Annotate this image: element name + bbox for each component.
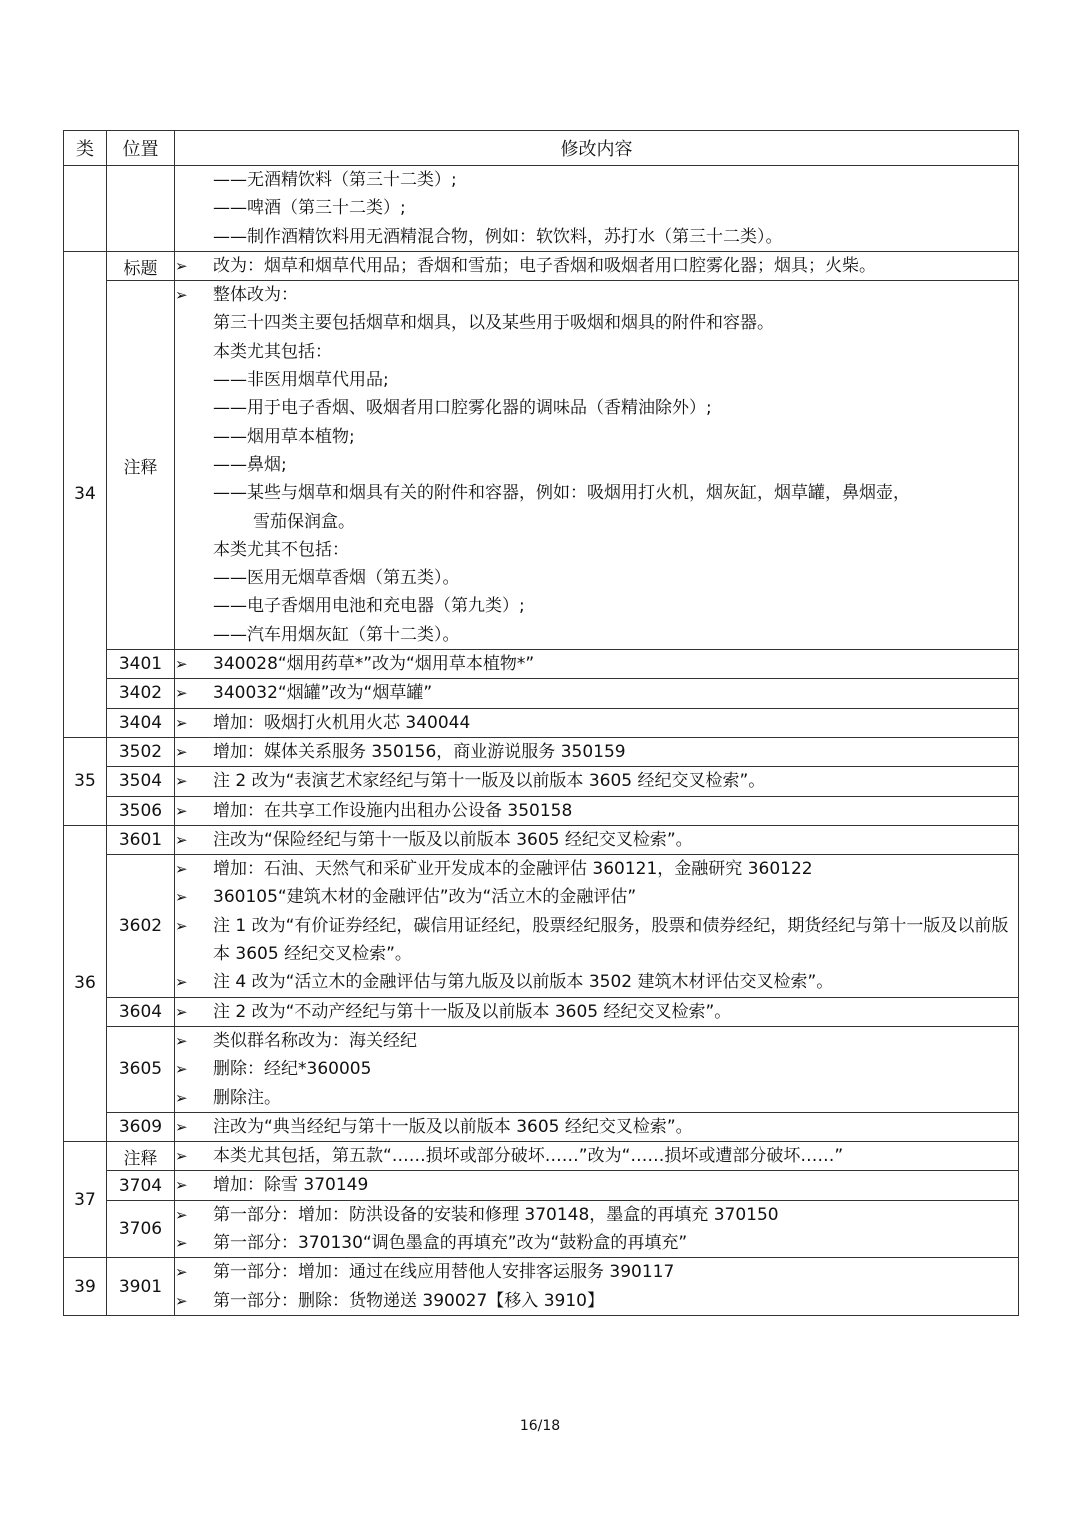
bullet-arrow-icon: ➢	[175, 973, 188, 992]
content-cell: ➢ 注 2 改为“不动产经纪与第十一版及以前版本 3605 经纪交叉检索”。	[175, 997, 1019, 1026]
class-cell: 34	[64, 251, 107, 737]
bullet-arrow-icon: ➢	[175, 713, 188, 732]
content-cell: ➢ 类似群名称改为：海关经纪 ➢ 删除：经纪*360005 ➢ 删除注。	[175, 1026, 1019, 1112]
bullet-arrow-icon: ➢	[175, 1147, 188, 1166]
table-row	[64, 1258, 1019, 1316]
bullet-arrow-icon: ➢	[175, 1263, 188, 1282]
position-cell: 注释	[107, 1142, 175, 1171]
content-line: ——电子香烟用电池和充电器（第九类）;	[213, 596, 525, 617]
content-cell: ➢ 增加：除雪 370149	[175, 1171, 1019, 1200]
table-row	[64, 1200, 1019, 1258]
content-line: ——某些与烟草和烟具有关的附件和容器，例如：吸烟用打火机，烟灰缸，烟草罐，鼻烟壶，	[213, 483, 910, 504]
position-cell: 标题	[107, 251, 175, 280]
class-cell-empty	[64, 166, 107, 252]
bullet-arrow-icon: ➢	[175, 1233, 188, 1252]
bullet-arrow-icon: ➢	[175, 1002, 188, 1021]
position-cell: 3901	[107, 1258, 175, 1316]
bullet-arrow-icon: ➢	[175, 772, 188, 791]
content-cell: ➢ 增加：媒体关系服务 350156，商业游说服务 350159	[175, 737, 1019, 766]
bullet-arrow-icon: ➢	[175, 1060, 188, 1079]
bullet-arrow-icon: ➢	[175, 742, 188, 761]
bullet-arrow-icon: ➢	[175, 916, 188, 935]
table-row	[64, 1026, 1019, 1112]
bullet-arrow-icon: ➢	[175, 286, 188, 305]
table-row	[64, 708, 1019, 737]
content-line: ——烟用草本植物;	[213, 426, 355, 447]
bullet-arrow-icon: ➢	[175, 860, 188, 879]
content-cell: ➢ 注改为“典当经纪与第十一版及以前版本 3605 经纪交叉检索”。	[175, 1112, 1019, 1141]
content-cell: ➢ 增加：石油、天然气和采矿业开发成本的金融评估 360121，金融研究 360122 ➢ 360105“建筑木材的金融评估”改为“活立木的金融评估” ➢ 注 1 改为“有价证券经纪，碳信用证经纪，股票经纪服务，股票和债券经纪，期货经纪与第十一版及以前版本 3605 经纪交叉检索”。 ➢ 注 4 改为“活立木的金融评估与第九版及以前版本 3502 建筑木材评估交叉检索”。	[175, 855, 1019, 997]
position-cell: 3404	[107, 708, 175, 737]
table-row	[64, 251, 1019, 280]
content-line: ——汽车用烟灰缸（第十二类）。	[213, 624, 460, 645]
position-cell: 3704	[107, 1171, 175, 1200]
position-cell: 3401	[107, 650, 175, 679]
content-cell: ➢ 改为：烟草和烟草代用品；香烟和雪茄；电子香烟和吸烟者用口腔雾化器；烟具；火柴。	[175, 251, 1019, 280]
bullet-arrow-icon: ➢	[175, 256, 188, 275]
table-row	[64, 796, 1019, 825]
bullet-arrow-icon: ➢	[175, 1088, 188, 1107]
content-line: ——医用无烟草香烟（第五类）。	[213, 568, 460, 589]
header-content: 修改内容	[175, 131, 1019, 166]
content-cell: ➢ 增加：在共享工作设施内出租办公设备 350158	[175, 796, 1019, 825]
table-row	[64, 855, 1019, 997]
header-row	[64, 131, 1019, 166]
table-row	[64, 650, 1019, 679]
table-row	[64, 825, 1019, 854]
content-line: ——用于电子香烟、吸烟者用口腔雾化器的调味品（香精油除外）;	[213, 398, 712, 419]
content-cell: ➢ 增加：吸烟打火机用火芯 340044	[175, 708, 1019, 737]
content-cell: ➢ 第一部分：增加：通过在线应用替他人安排客运服务 390117 ➢ 第一部分：删除：货物递送 390027【移入 3910】	[175, 1258, 1019, 1316]
header-class: 类	[64, 131, 107, 166]
bullet-arrow-icon: ➢	[175, 830, 188, 849]
content-cell: ➢ 第一部分：增加：防洪设备的安装和修理 370148，墨盒的再填充 370150 ➢ 第一部分：370130“调色墨盒的再填充”改为“鼓粉盒的再填充”	[175, 1200, 1019, 1258]
table-row	[64, 1142, 1019, 1171]
bullet-arrow-icon: ➢	[175, 1291, 188, 1310]
position-cell: 3504	[107, 767, 175, 796]
amendment-table	[63, 130, 1019, 1316]
content-line: 第三十四类主要包括烟草和烟具，以及某些用于吸烟和烟具的附件和容器。	[213, 313, 774, 334]
content-line: 本类尤其包括：	[213, 341, 332, 362]
class-cell: 36	[64, 825, 107, 1141]
content-cell	[175, 166, 1019, 252]
content-cell: ➢ 340028“烟用药草*”改为“烟用草本植物*”	[175, 650, 1019, 679]
content-cell: ➢ 本类尤其包括，第五款“……损坏或部分破坏……”改为“……损坏或遭部分破坏……”	[175, 1142, 1019, 1171]
table-row	[64, 679, 1019, 708]
position-cell: 3506	[107, 796, 175, 825]
content-cell: ➢ 340032“烟罐”改为“烟草罐”	[175, 679, 1019, 708]
class-cell: 39	[64, 1258, 107, 1316]
position-cell: 3601	[107, 825, 175, 854]
table-row	[64, 767, 1019, 796]
table-row	[64, 281, 1019, 650]
position-cell: 3604	[107, 997, 175, 1026]
content-line: ——制作酒精饮料用无酒精混合物，例如：软饮料，苏打水（第三十二类）。	[213, 226, 783, 247]
bullet-arrow-icon: ➢	[175, 1031, 188, 1050]
table-row	[64, 737, 1019, 766]
bullet-arrow-icon: ➢	[175, 684, 188, 703]
content-line: ——啤酒（第三十二类）;	[213, 198, 406, 219]
position-cell: 3605	[107, 1026, 175, 1112]
content-line: 本类尤其不包括：	[213, 539, 349, 560]
page-number: 16/18	[519, 1418, 561, 1434]
content-cell: ➢ 注 2 改为“表演艺术家经纪与第十一版及以前版本 3605 经纪交叉检索”。	[175, 767, 1019, 796]
position-cell: 3602	[107, 855, 175, 997]
position-cell: 3706	[107, 1200, 175, 1258]
content-line: ——无酒精饮料（第三十二类）;	[213, 170, 457, 190]
class-cell: 35	[64, 737, 107, 825]
content-line: ——非医用烟草代用品;	[213, 370, 389, 391]
bullet-arrow-icon: ➢	[175, 655, 188, 674]
bullet-arrow-icon: ➢	[175, 801, 188, 820]
position-cell: 注释	[107, 281, 175, 650]
header-position: 位置	[107, 131, 175, 166]
bullet-arrow-icon: ➢	[175, 1117, 188, 1136]
bullet-arrow-icon: ➢	[175, 1176, 188, 1195]
bullet-arrow-icon: ➢	[175, 888, 188, 907]
content-cell: ➢ 注改为“保险经纪与第十一版及以前版本 3605 经纪交叉检索”。	[175, 825, 1019, 854]
class-cell: 37	[64, 1142, 107, 1258]
position-cell: 3609	[107, 1112, 175, 1141]
content-line: ——鼻烟;	[213, 454, 287, 475]
continuation-row	[64, 166, 1019, 252]
table-row	[64, 1112, 1019, 1141]
content-cell: ➢ 整体改为： 第三十四类主要包括烟草和烟具，以及某些用于吸烟和烟具的附件和容器。 本类尤其包括： ——非医用烟草代用品; ——用于电子香烟、吸烟者用口腔雾化器的调味品（香精油除外）; ——烟用草本植物; ——鼻烟; ——某些与烟草和烟具有关的附件和容器，例如：吸烟用打火机，烟灰缸，烟草罐，鼻烟壶， 雪茄保润盒。 本类尤其不包括： ——医用无烟草香烟（第五类）。 ——电子香烟用电池和充电器（第九类）; ——汽车用烟灰缸（第十二类）。	[175, 281, 1019, 650]
position-cell: 3502	[107, 737, 175, 766]
table-row	[64, 997, 1019, 1026]
content-line: 雪茄保润盒。	[253, 511, 355, 532]
bullet-arrow-icon: ➢	[175, 1205, 188, 1224]
table-row	[64, 1171, 1019, 1200]
position-cell: 3402	[107, 679, 175, 708]
position-cell-empty	[107, 166, 175, 252]
